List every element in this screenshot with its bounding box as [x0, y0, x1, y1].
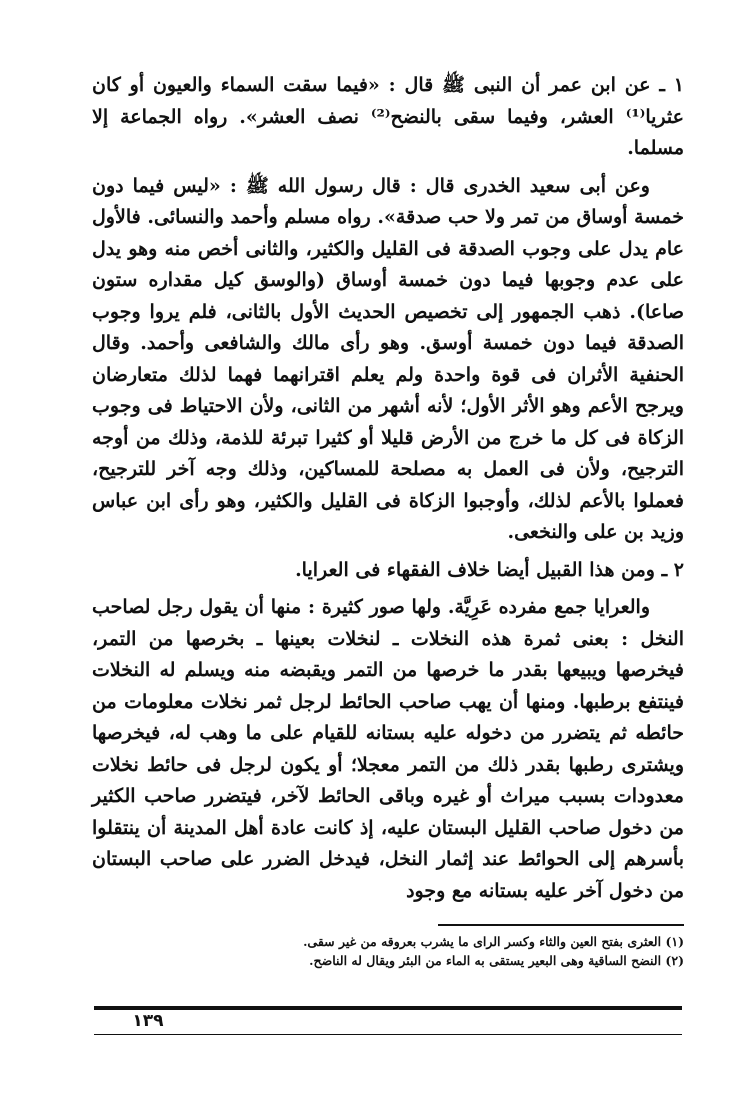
paragraph-hadith-2: وعن أبى سعيد الخدرى قال : قال رسول الله ﷺ : «ليس فيما دون خمسة أوساق من تمر ولا حب صدقة». رواه مسلم وأحمد والنسائى. فالأول عام يدل على وجوب الصدقة فى القليل والكثير، والثانى أخص منه وهو يدل على عدم وجوبها فيما دون خمسة أوساق (والوسق كيل مقداره ستون صاعا). ذهب الجمهور إلى تخصيص الحديث الأول بالثانى، فلم يروا وجوب الصدقة فيما دون خمسة أوسق. وهو رأى مالك والشافعى وأحمد. وقال الحنفية الأثران فى قوة واحدة ولم يعلم اقترانهما فهما لذلك متعارضان ويرجح الأعم وهو الأثر الأول؛ لأنه أشهر من الثانى، ولأن الاحتياط فى وجوب الزكاة فى كل ما خرج من الأرض قليلا أو كثيرا تبرئة للذمة، وذلك من أوجه الترجيح، ولأن فى العمل به مصلحة للمساكين، وذلك وجه آخر للترجيح، فعملوا بالأعم لذلك، وأوجبوا الزكاة فى القليل والكثير، وهو رأى ابن عباس وزيد بن على والنخعى. — [92, 174, 684, 543]
page-number: ١٣٩ — [132, 1011, 164, 1031]
footnote-2: (٢) النضح الساقية وهى البعير يستقى به الماء من البئر ويقال له الناضح. — [309, 953, 684, 968]
footnote-separator — [438, 924, 684, 926]
footnotes — [120, 932, 684, 970]
paragraph-araya: والعرايا جمع مفرده عَرِيَّة. ولها صور كثيرة : منها أن يقول رجل لصاحب النخل : بعنى ثمرة هذه النخلات ـ لنخلات بعينها ـ بخرصها من التمر، فيخرصها ويبيعها بقدر ما خرصها من التمر ويقبضه منه ويسلم له النخلات فينتفع برطبها. ومنها أن يهب صاحب الحائط لرجل ثمر نخلات معلومات من حائطه ثم يتضرر من دخوله عليه بستانه للقيام على ما وهب له، فيخرصها ويشترى رطبها بقدر ذلك من التمر معجلا؛ أو يكون لرجل فى حائط نخلات معدودات بسبب ميراث أو غيره وباقى الحائط لآخر، فيتضرر صاحب الكثير من دخول صاحب القليل البستان عليه، إذ كانت عادة أهل المدينة أن ينتقلوا بأسرهم إلى الحوائط عند إثمار النخل، فيدخل الضرر على صاحب البستان من دخول آخر عليه بستانه مع وجود — [92, 596, 684, 902]
main-text — [92, 70, 684, 907]
footer-rule-thick — [94, 1006, 682, 1010]
footer-rule-thin — [94, 1034, 682, 1035]
paragraph-hadith-1: ١ ـ عن ابن عمر أن النبى ﷺ قال : «فيما سقت السماء والعيون أو كان عثريا⁽¹⁾ العشر، وفيما سقى بالنضح⁽²⁾ نصف العشر». رواه الجماعة إلا مسلما. — [92, 74, 684, 159]
paragraph-point-2: ٢ ـ ومن هذا القبيل أيضا خلاف الفقهاء فى العرايا. — [295, 558, 684, 581]
footnote-1: (١) العثرى بفتح العين والثاء وكسر الراى ما يشرب بعروقه من غير سقى. — [303, 934, 684, 949]
